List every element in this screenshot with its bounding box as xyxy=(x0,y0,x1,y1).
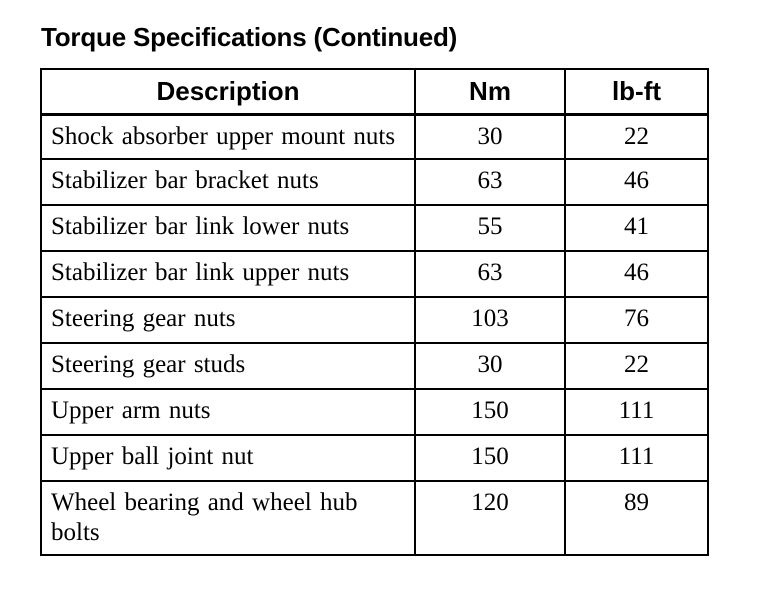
description-cell: Stabilizer bar link upper nuts xyxy=(41,251,415,297)
table-row xyxy=(41,297,708,343)
description-cell: Steering gear studs xyxy=(41,343,415,389)
description-cell: Upper ball joint nut xyxy=(41,435,415,481)
lbft-cell: 22 xyxy=(565,115,708,160)
lbft-cell: 22 xyxy=(565,343,708,389)
lbft-cell: 111 xyxy=(565,389,708,435)
nm-cell: 150 xyxy=(415,389,565,435)
column-header-nm: Nm xyxy=(415,69,565,115)
table-row xyxy=(41,251,708,297)
table-row xyxy=(41,389,708,435)
nm-cell: 30 xyxy=(415,115,565,160)
description-cell: Shock absorber upper mount nuts xyxy=(41,115,415,160)
nm-cell: 150 xyxy=(415,435,565,481)
table-row xyxy=(41,205,708,251)
lbft-cell: 46 xyxy=(565,159,708,205)
lbft-cell: 111 xyxy=(565,435,708,481)
column-header-lbft: lb-ft xyxy=(565,69,708,115)
description-cell: Steering gear nuts xyxy=(41,297,415,343)
column-header-description: Description xyxy=(41,69,415,115)
description-cell: Stabilizer bar bracket nuts xyxy=(41,159,415,205)
nm-cell: 30 xyxy=(415,343,565,389)
nm-cell: 63 xyxy=(415,159,565,205)
table-row xyxy=(41,481,708,555)
table-header-row xyxy=(41,69,708,115)
description-cell: Stabilizer bar link lower nuts xyxy=(41,205,415,251)
table-row xyxy=(41,159,708,205)
page-title: Torque Specifications (Continued) xyxy=(41,22,458,52)
lbft-cell: 41 xyxy=(565,205,708,251)
description-cell: Wheel bearing and wheel hub bolts xyxy=(41,481,415,555)
nm-cell: 63 xyxy=(415,251,565,297)
torque-spec-table xyxy=(40,68,709,556)
description-cell: Upper arm nuts xyxy=(41,389,415,435)
nm-cell: 120 xyxy=(415,481,565,555)
nm-cell: 55 xyxy=(415,205,565,251)
nm-cell: 103 xyxy=(415,297,565,343)
table-row xyxy=(41,343,708,389)
table-row xyxy=(41,115,708,160)
lbft-cell: 76 xyxy=(565,297,708,343)
table-row xyxy=(41,435,708,481)
lbft-cell: 89 xyxy=(565,481,708,555)
lbft-cell: 46 xyxy=(565,251,708,297)
